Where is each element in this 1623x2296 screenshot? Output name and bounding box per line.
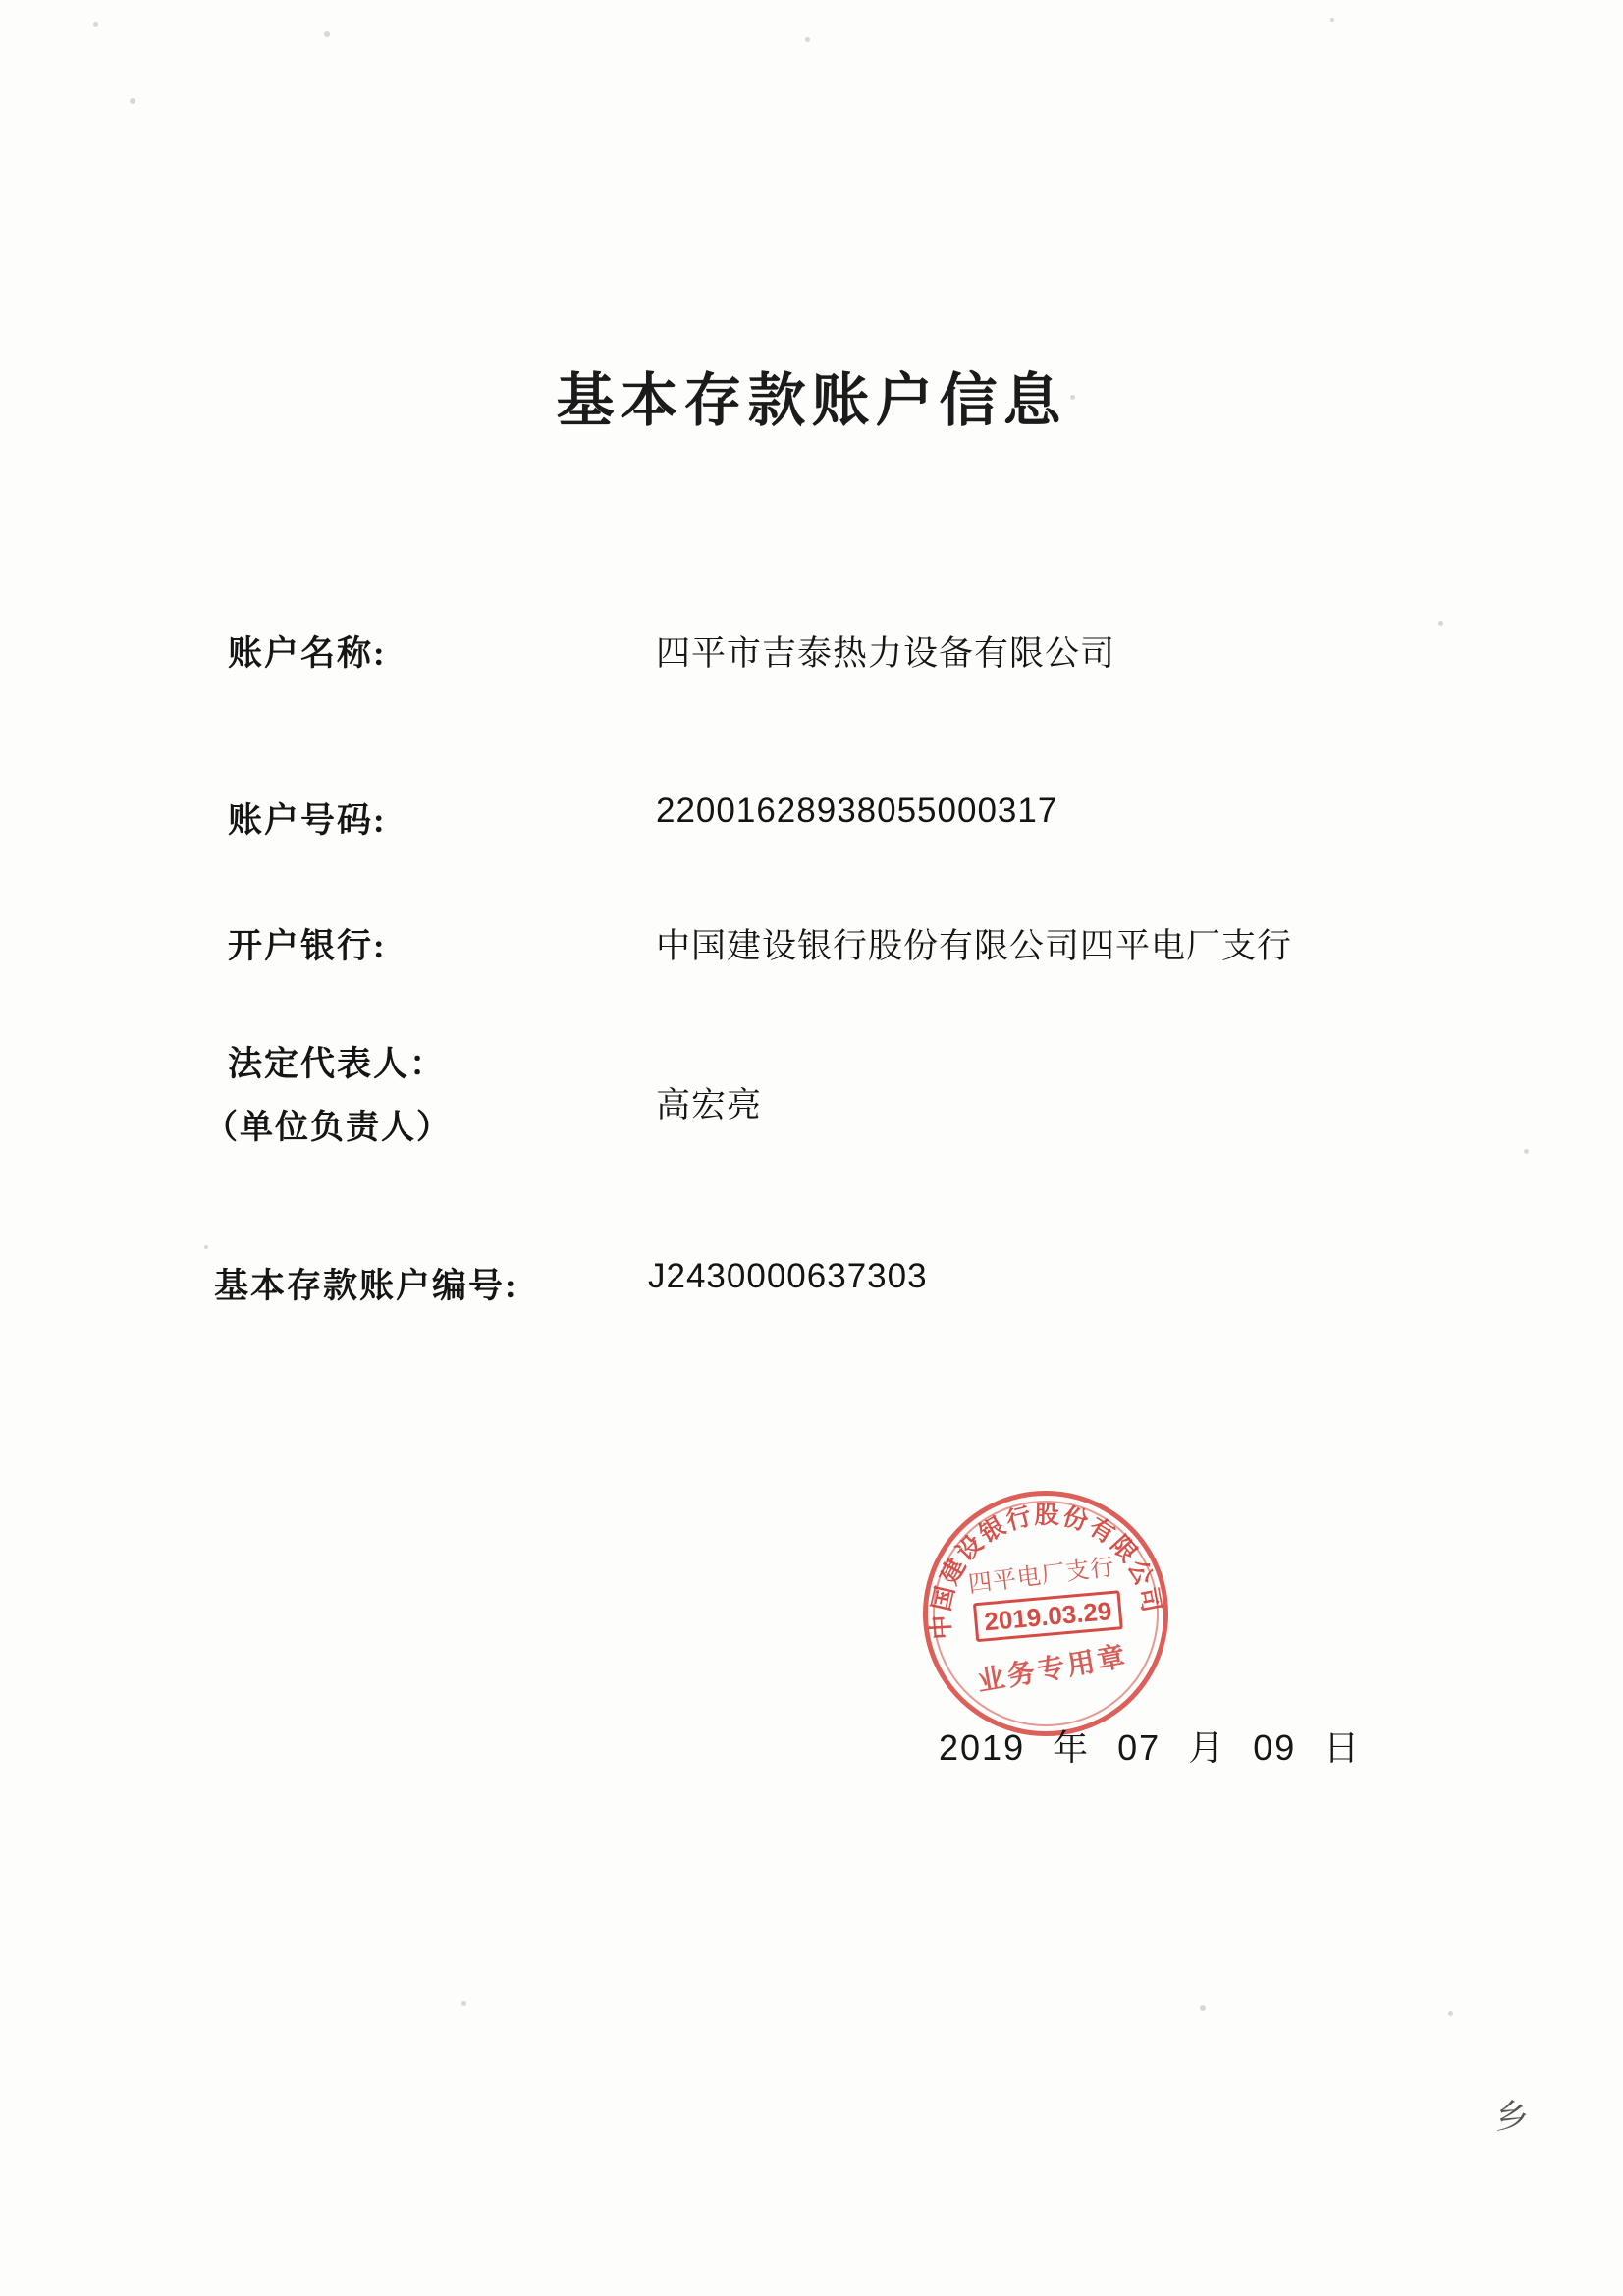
field-value-account-name: 四平市吉泰热力设备有限公司 (656, 634, 1116, 673)
svg-text:中国建设银行股份有限公司 (913, 1487, 1165, 1642)
paper-speck (1448, 2011, 1453, 2016)
seal-date: 2019.03.29 (973, 1590, 1123, 1642)
field-label-account-code: 基本存款账户编号: (214, 1267, 518, 1305)
page-title: 基本存款账户信息 (556, 368, 1067, 433)
paper-speck (93, 22, 98, 27)
seal-arc-label: 中国建设银行股份有限公司 (928, 1502, 1165, 1641)
paper-speck (204, 1245, 208, 1249)
paper-speck (1200, 2005, 1206, 2011)
field-label-legal-representative: 法定代表人： (228, 1045, 447, 1083)
seal-outer-ring (909, 1477, 1183, 1751)
field-label-bank-name: 开户银行: (228, 927, 387, 965)
field-label-legal-representative-sub: （单位负责人） (204, 1110, 452, 1146)
paper-speck (461, 2001, 466, 2006)
issue-year: 2019 (939, 1727, 1026, 1768)
field-value-account-number: 22001628938055000317 (656, 792, 1058, 830)
issue-year-char: 年 (1053, 1728, 1091, 1768)
seal-inner-ring (920, 1488, 1171, 1739)
seal-branch-text: 四平电厂支行 (966, 1555, 1116, 1599)
issue-month-char: 月 (1188, 1728, 1226, 1768)
issue-day-char: 日 (1324, 1728, 1362, 1768)
seal-arc-text (909, 1477, 1183, 1751)
seal-purpose-text: 业务专用章 (975, 1641, 1131, 1698)
paper-speck (1524, 1149, 1529, 1154)
field-label-account-number: 账户号码: (228, 801, 387, 840)
bank-seal-stamp (909, 1477, 1183, 1751)
paper-speck (130, 98, 135, 104)
issue-day: 09 (1253, 1727, 1297, 1768)
handwritten-mark: 乡 (1495, 2100, 1529, 2136)
issue-month: 07 (1117, 1727, 1162, 1768)
field-value-account-code: J2430000637303 (648, 1257, 928, 1295)
paper-speck (805, 37, 810, 42)
field-value-bank-name: 中国建设银行股份有限公司四平电厂支行 (656, 927, 1293, 965)
paper-speck (1330, 18, 1334, 22)
paper-speck (324, 31, 330, 37)
issue-date-line (931, 1721, 1369, 1771)
field-value-legal-representative: 高宏亮 (656, 1086, 763, 1124)
paper-speck (1438, 621, 1443, 626)
field-label-account-name: 账户名称: (228, 634, 387, 673)
